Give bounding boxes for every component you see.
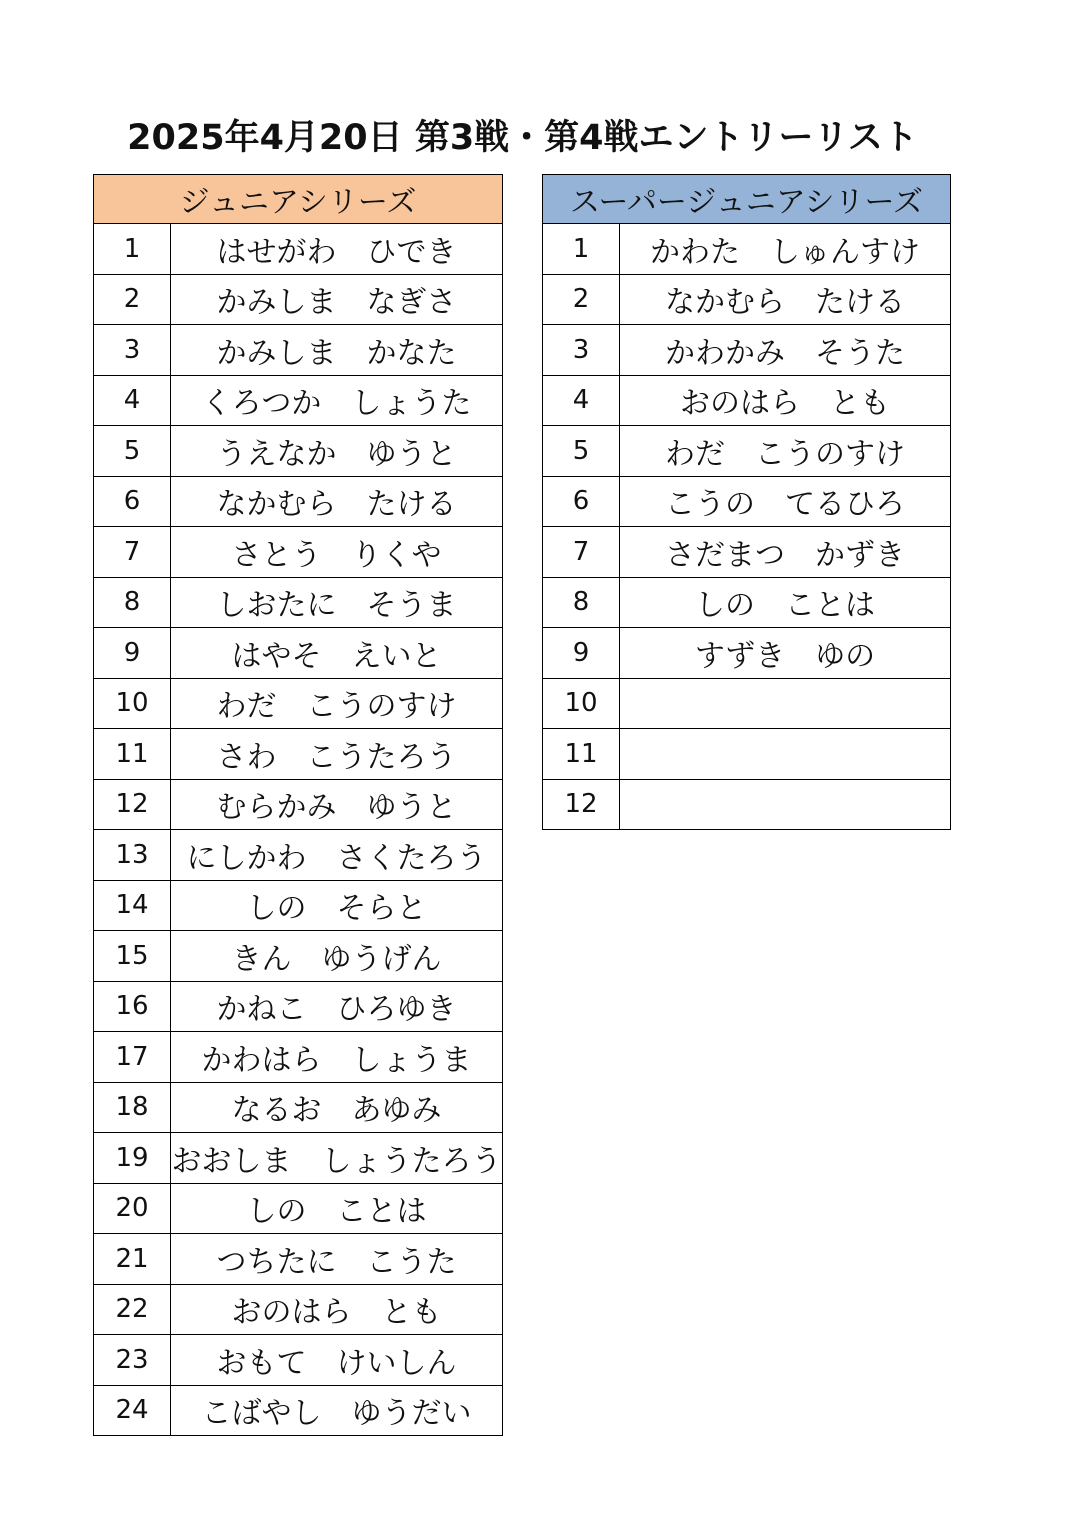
entry-name: しの ことは xyxy=(620,577,951,628)
entry-number: 12 xyxy=(94,779,171,830)
entry-number: 5 xyxy=(94,426,171,477)
entry-number: 5 xyxy=(543,426,620,477)
table-row xyxy=(94,1032,503,1083)
entry-number: 21 xyxy=(94,1234,171,1285)
table-row xyxy=(94,325,503,376)
entry-number: 10 xyxy=(94,678,171,729)
super-junior-series-rows xyxy=(543,224,951,830)
entry-number: 3 xyxy=(94,325,171,376)
entry-number: 7 xyxy=(94,527,171,578)
entry-name: おもて けいしん xyxy=(171,1335,503,1386)
table-row xyxy=(543,779,951,830)
entry-number: 8 xyxy=(94,577,171,628)
entry-number: 15 xyxy=(94,931,171,982)
table-row xyxy=(543,375,951,426)
entry-name xyxy=(620,729,951,780)
entry-number: 19 xyxy=(94,1133,171,1184)
table-row xyxy=(543,224,951,275)
page-title: 2025年4月20日 第3戦・第4戦エントリーリスト xyxy=(127,118,918,158)
table-row xyxy=(94,577,503,628)
entry-name: かわた しゅんすけ xyxy=(620,224,951,275)
table-row xyxy=(543,274,951,325)
entry-number: 8 xyxy=(543,577,620,628)
entry-name: おおしま しょうたろう xyxy=(171,1133,503,1184)
table-row xyxy=(543,577,951,628)
entry-name: おのはら とも xyxy=(171,1284,503,1335)
table-row xyxy=(94,224,503,275)
table-row xyxy=(94,880,503,931)
entry-number: 6 xyxy=(543,476,620,527)
entry-number: 1 xyxy=(94,224,171,275)
table-row xyxy=(94,375,503,426)
table-row xyxy=(94,931,503,982)
entry-number: 9 xyxy=(543,628,620,679)
table-row xyxy=(543,628,951,679)
entry-number: 20 xyxy=(94,1183,171,1234)
entry-name: かみしま なぎさ xyxy=(171,274,503,325)
entry-name: うえなか ゆうと xyxy=(171,426,503,477)
table-row xyxy=(94,426,503,477)
table-row xyxy=(94,1183,503,1234)
table-row xyxy=(543,527,951,578)
entry-name: しの そらと xyxy=(171,880,503,931)
entry-number: 3 xyxy=(543,325,620,376)
entry-name: くろつか しょうた xyxy=(171,375,503,426)
entry-name: わだ こうのすけ xyxy=(171,678,503,729)
table-row xyxy=(94,830,503,881)
table-row xyxy=(543,476,951,527)
entry-number: 4 xyxy=(94,375,171,426)
entry-number: 11 xyxy=(543,729,620,780)
table-row xyxy=(94,729,503,780)
entry-name: しおたに そうま xyxy=(171,577,503,628)
table-row xyxy=(543,729,951,780)
table-row xyxy=(94,527,503,578)
entry-number: 7 xyxy=(543,527,620,578)
entry-number: 6 xyxy=(94,476,171,527)
table-row xyxy=(94,678,503,729)
table-row xyxy=(94,1385,503,1436)
table-row xyxy=(543,678,951,729)
entry-name: かみしま かなた xyxy=(171,325,503,376)
super-junior-header-row xyxy=(543,175,951,224)
entry-number: 22 xyxy=(94,1284,171,1335)
super-junior-series-header: スーパージュニアシリーズ xyxy=(543,175,951,224)
entry-name: なるお あゆみ xyxy=(171,1082,503,1133)
entry-number: 2 xyxy=(543,274,620,325)
entry-number: 4 xyxy=(543,375,620,426)
table-row xyxy=(94,628,503,679)
table-row xyxy=(94,779,503,830)
entry-name: さだまつ かずき xyxy=(620,527,951,578)
entry-number: 17 xyxy=(94,1032,171,1083)
entry-name: わだ こうのすけ xyxy=(620,426,951,477)
table-row xyxy=(543,325,951,376)
junior-series-table xyxy=(93,174,503,1436)
entry-name: かわかみ そうた xyxy=(620,325,951,376)
entry-number: 12 xyxy=(543,779,620,830)
table-row xyxy=(94,1284,503,1335)
entry-name: にしかわ さくたろう xyxy=(171,830,503,881)
table-row xyxy=(94,1335,503,1386)
table-row xyxy=(94,981,503,1032)
entry-name: かねこ ひろゆき xyxy=(171,981,503,1032)
entry-number: 14 xyxy=(94,880,171,931)
table-row xyxy=(94,1234,503,1285)
entry-name: かわはら しょうま xyxy=(171,1032,503,1083)
entry-number: 10 xyxy=(543,678,620,729)
junior-series-rows xyxy=(94,224,503,1436)
entry-number: 23 xyxy=(94,1335,171,1386)
super-junior-series-table xyxy=(542,174,951,830)
table-row xyxy=(94,274,503,325)
entry-name: むらかみ ゆうと xyxy=(171,779,503,830)
table-row xyxy=(94,476,503,527)
entry-name: しの ことは xyxy=(171,1183,503,1234)
table-row xyxy=(543,426,951,477)
entry-name: なかむら たける xyxy=(171,476,503,527)
entry-number: 24 xyxy=(94,1385,171,1436)
junior-series-header: ジュニアシリーズ xyxy=(94,175,503,224)
entry-name: こばやし ゆうだい xyxy=(171,1385,503,1436)
entry-name: さとう りくや xyxy=(171,527,503,578)
entry-name: つちたに こうた xyxy=(171,1234,503,1285)
junior-header-row xyxy=(94,175,503,224)
entry-name: おのはら とも xyxy=(620,375,951,426)
entry-name: なかむら たける xyxy=(620,274,951,325)
entry-name xyxy=(620,779,951,830)
entry-number: 11 xyxy=(94,729,171,780)
entry-number: 18 xyxy=(94,1082,171,1133)
entry-number: 2 xyxy=(94,274,171,325)
entry-name: きん ゆうげん xyxy=(171,931,503,982)
entry-name: さわ こうたろう xyxy=(171,729,503,780)
entry-name: すずき ゆの xyxy=(620,628,951,679)
entry-number: 9 xyxy=(94,628,171,679)
table-row xyxy=(94,1082,503,1133)
entry-name: はやそ えいと xyxy=(171,628,503,679)
entry-name: はせがわ ひでき xyxy=(171,224,503,275)
entry-number: 16 xyxy=(94,981,171,1032)
entry-number: 13 xyxy=(94,830,171,881)
entry-name xyxy=(620,678,951,729)
table-row xyxy=(94,1133,503,1184)
entry-name: こうの てるひろ xyxy=(620,476,951,527)
entry-number: 1 xyxy=(543,224,620,275)
